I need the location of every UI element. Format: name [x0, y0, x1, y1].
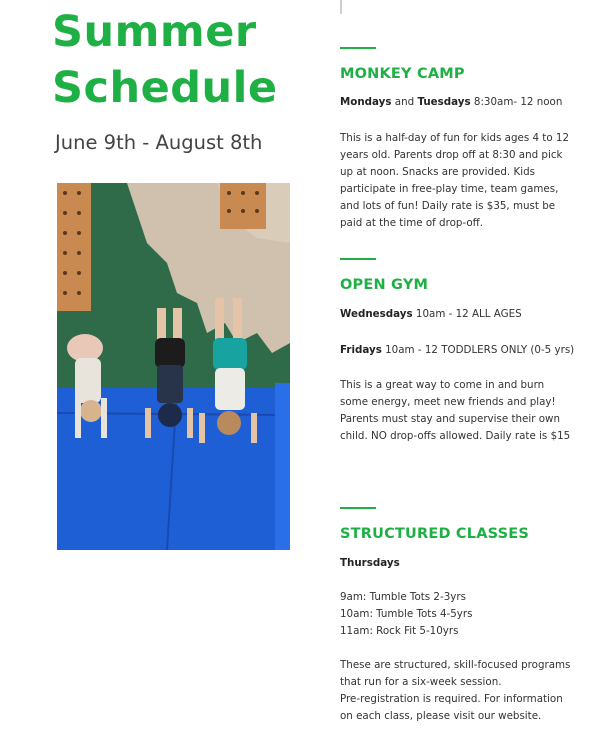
- photo-illustration: [57, 183, 290, 550]
- open-gym-desc-line: child. NO drop-offs allowed. Daily rate is $15: [340, 430, 571, 442]
- monkey-camp-day-a: Mondays: [340, 96, 392, 108]
- structured-desc-line: Pre-registration is required. For information: [340, 693, 563, 705]
- monkey-camp-desc-line: participate in free-play time, team games,: [340, 183, 559, 195]
- structured-classes-day: Thursdays: [340, 557, 400, 569]
- open-gym-desc-line: Parents must stay and supervise their own: [340, 413, 560, 425]
- structured-classes-list: [340, 589, 588, 640]
- monkey-camp-desc-line: up at noon. Snacks are provided. Kids: [340, 166, 535, 178]
- pegboard-left: [57, 183, 91, 311]
- class-item: 10am: Tumble Tots 4-5yrs: [340, 608, 473, 620]
- open-gym-description: [340, 377, 588, 445]
- gymnastics-photo: [57, 183, 290, 550]
- section-divider-open-gym: [340, 258, 376, 260]
- monkey-camp-schedule: [340, 96, 562, 108]
- monkey-camp-desc-line: paid at the time of drop-off.: [340, 217, 483, 229]
- open-gym-friday: [340, 344, 574, 356]
- monkey-camp-heading: MONKEY CAMP: [340, 66, 465, 82]
- open-gym-fri-time: 10am - 12 TODDLERS ONLY (0-5 yrs): [385, 344, 575, 356]
- monkey-camp-desc-line: and lots of fun! Daily rate is $35, must be: [340, 200, 556, 212]
- monkey-camp-time: 8:30am- 12 noon: [473, 96, 563, 108]
- page-title: [52, 4, 302, 116]
- monkey-camp-day-b: Tuesdays: [417, 96, 471, 108]
- class-item: 9am: Tumble Tots 2-3yrs: [340, 591, 466, 603]
- pegboard-right: [220, 183, 266, 229]
- open-gym-wed-time: 10am - 12 ALL AGES: [415, 308, 522, 320]
- structured-classes-day-line: [340, 557, 400, 569]
- open-gym-wednesday: [340, 308, 522, 320]
- open-gym-heading: OPEN GYM: [340, 277, 429, 293]
- structured-desc-line: These are structured, skill-focused programs: [340, 659, 571, 671]
- structured-classes-heading: STRUCTURED CLASSES: [340, 526, 530, 542]
- top-divider: [340, 0, 342, 14]
- monkey-camp-desc-line: years old. Parents drop off at 8:30 and pick: [340, 149, 563, 161]
- structured-desc-line: that run for a six-week session.: [340, 676, 502, 688]
- monkey-camp-and: and: [394, 96, 415, 108]
- section-divider-structured-classes: [340, 507, 376, 509]
- mat-edge: [275, 383, 290, 550]
- title-line-2: Schedule: [52, 63, 278, 113]
- title-line-1: Summer: [52, 7, 257, 57]
- structured-classes-description: [340, 657, 588, 725]
- section-divider-monkey-camp: [340, 47, 376, 49]
- open-gym-desc-line: some energy, meet new friends and play!: [340, 396, 556, 408]
- monkey-camp-desc-line: This is a half-day of fun for kids ages 4 to 12: [340, 132, 570, 144]
- date-range: June 9th - August 8th: [55, 131, 263, 154]
- open-gym-fri-day: Fridays: [340, 344, 382, 356]
- structured-desc-line: on each class, please visit our website.: [340, 710, 542, 722]
- class-item: 11am: Rock Fit 5-10yrs: [340, 625, 459, 637]
- monkey-camp-description: [340, 130, 588, 232]
- open-gym-wed-day: Wednesdays: [340, 308, 413, 320]
- open-gym-desc-line: This is a great way to come in and burn: [340, 379, 545, 391]
